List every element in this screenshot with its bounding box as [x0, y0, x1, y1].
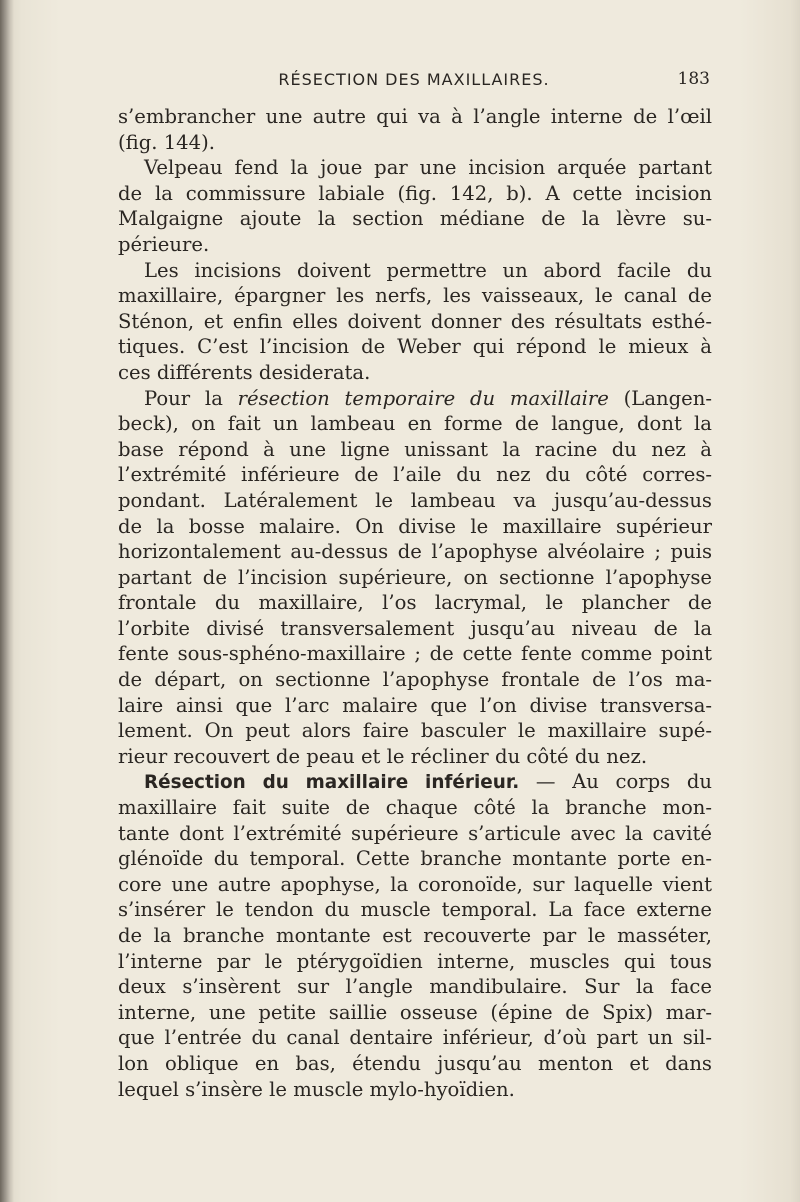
text-line: Sténon, et enfin elles doivent donner des résultats esthé- [118, 309, 712, 333]
text-run: — Au corps du [519, 770, 712, 794]
text-line: base répond à une ligne unissant la racine du nez à [118, 437, 712, 461]
text-line: s’embrancher une autre qui va à l’angle interne de l’œil [118, 105, 712, 128]
text-line: laire ainsi que l’arc malaire que l’on divise transversa- [118, 693, 712, 717]
text-line [118, 386, 712, 412]
text-line: lement. On peut alors faire basculer le maxillaire supé- [118, 719, 712, 743]
text-line: l’extrémité inférieure de l’aile du nez du côté corres- [118, 463, 712, 487]
text-line: partant de l’incision supérieure, on sectionne l’apophyse [118, 565, 712, 589]
page-binding-edge [0, 0, 14, 1202]
text-line: lon oblique en bas, étendu jusqu’au menton et dans [118, 1051, 712, 1075]
text-line: l’orbite divisé transversalement jusqu’au niveau de la [118, 616, 712, 640]
text-line: horizontalement au-dessus de l’apophyse alvéolaire ; puis [118, 540, 712, 564]
text-line: glénoïde du temporal. Cette branche montante porte en- [118, 847, 712, 871]
text-line: de départ, on sectionne l’apophyse frontale de l’os ma- [118, 668, 712, 692]
text-line: maxillaire fait suite de chaque côté la branche mon- [118, 796, 712, 820]
text-line: de la commissure labiale (fig. 142, b). A cette incision [118, 181, 712, 205]
text-line: core une autre apophyse, la coronoïde, sur laquelle vient [118, 872, 712, 896]
text-line: tiques. C’est l’incision de Weber qui répond le mieux à [118, 335, 712, 359]
section-heading: Résection du maxillaire inférieur. [144, 772, 520, 794]
text-line: périeure. [118, 232, 210, 256]
text-run: (Langen- [608, 386, 712, 410]
text-line [118, 769, 712, 795]
text-line: interne, une petite saillie osseuse (épine de Spix) mar- [118, 1000, 712, 1024]
text-line: deux s’insèrent sur l’angle mandibulaire. Sur la face [118, 975, 712, 999]
text-line: de la bosse malaire. On divise le maxillaire supérieur [118, 514, 712, 538]
body-text [118, 104, 712, 1102]
text-line: (fig. 144). [118, 130, 215, 154]
text-line: tante dont l’extrémité supérieure s’articule avec la cavité [118, 821, 712, 845]
text-line: de la branche montante est recouverte par le masséter, [118, 924, 712, 947]
page-number: 183 [677, 69, 710, 89]
text-line: beck), on fait un lambeau en forme de langue, dont la [118, 412, 712, 436]
text-line: Malgaigne ajoute la section médiane de la lèvre su- [118, 207, 712, 231]
text-line: que l’entrée du canal dentaire inférieur, d’où part un sil- [118, 1026, 712, 1050]
text-line: Les incisions doivent permettre un abord facile du [144, 258, 712, 282]
text-run: Pour la [144, 386, 238, 410]
text-line: fente sous-sphéno-maxillaire ; de cette fente comme point [118, 642, 712, 666]
text-line: pondant. Latéralement le lambeau va jusqu’au-dessus [118, 488, 712, 512]
text-line: l’interne par le ptérygoïdien interne, muscles qui tous [118, 949, 712, 973]
text-line: rieur recouvert de peau et le récliner du côté du nez. [118, 744, 648, 768]
text-line: maxillaire, épargner les nerfs, les vaisseaux, le canal de [118, 284, 712, 308]
running-title: RÉSECTION DES MAXILLAIRES. [278, 70, 550, 89]
text-line: Velpeau fend la joue par une incision arquée partant [144, 156, 712, 180]
italic-term: résection temporaire du maxillaire [237, 386, 609, 410]
page-header [118, 66, 710, 92]
text-line: ces différents desiderata. [118, 360, 371, 384]
text-line: s’insérer le tendon du muscle temporal. La face externe [118, 898, 712, 922]
text-line: lequel s’insère le muscle mylo-hyoïdien. [118, 1077, 515, 1101]
text-line: frontale du maxillaire, l’os lacrymal, le plancher de [118, 591, 712, 615]
